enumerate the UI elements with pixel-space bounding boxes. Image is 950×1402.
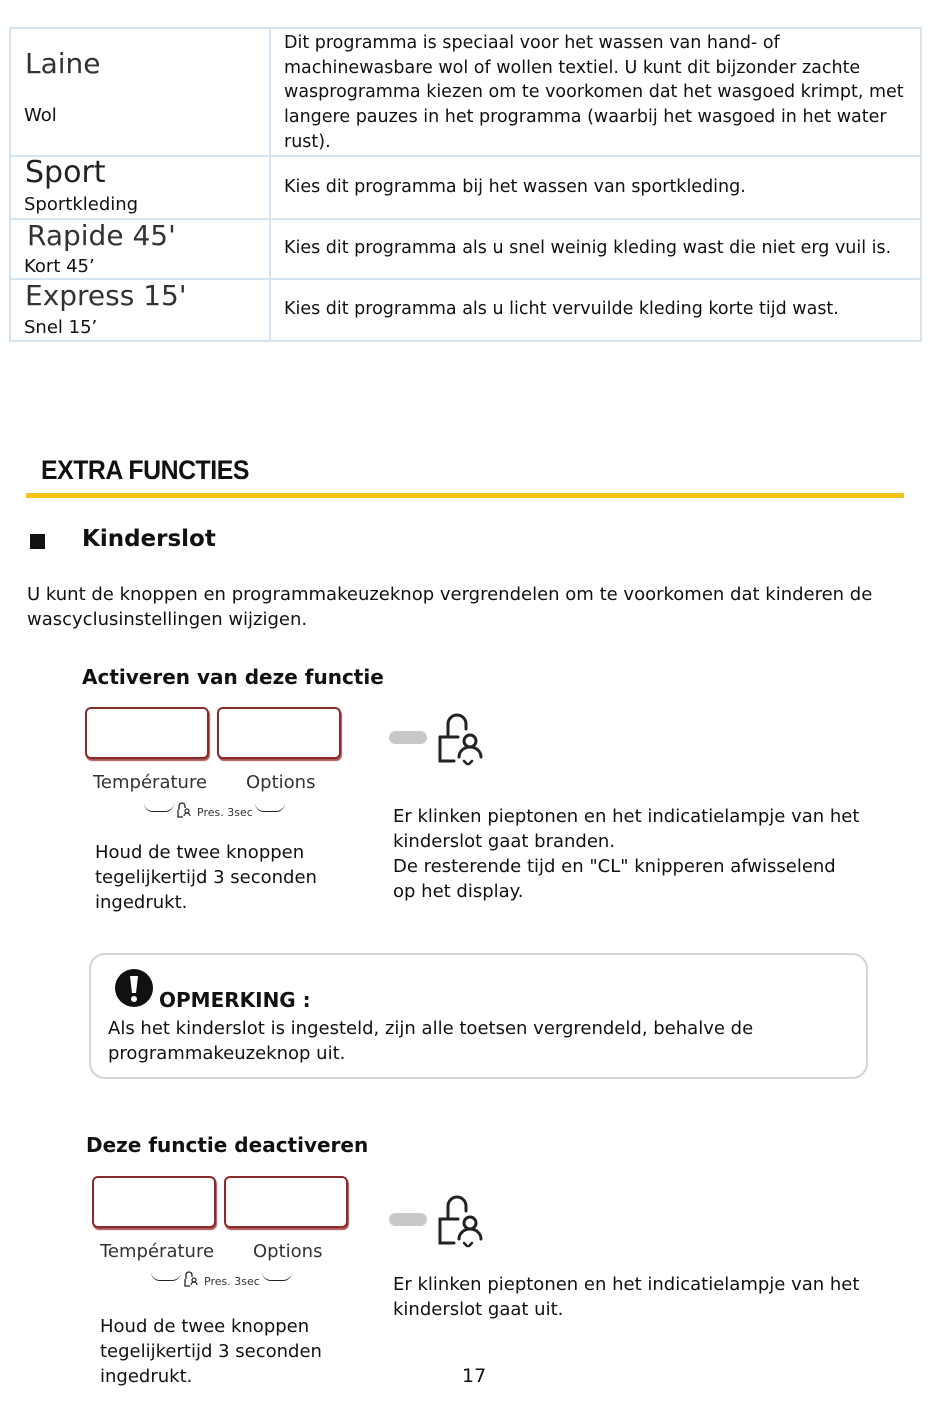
program-description: Kies dit programma bij het wassen van sportkleding. <box>270 156 921 219</box>
indicator-pill-icon <box>389 1213 427 1226</box>
program-description: Kies dit programma als u snel weinig kleding wast die niet erg vuil is. <box>270 219 921 279</box>
temperature-label: Température <box>100 1241 215 1262</box>
programs-table <box>9 27 922 342</box>
note-text: Als het kinderslot is ingesteld, zijn alle toetsen vergrendeld, behalve de programmakeuzeknop uit. <box>108 1018 754 1064</box>
program-name: Laine <box>25 47 101 80</box>
deactivate-instruction: Houd de twee knoppen tegelijkertijd 3 seconden ingedrukt. <box>100 1316 322 1387</box>
program-subtitle: Kort 45’ <box>24 255 95 277</box>
program-name: Rapide 45' <box>27 218 176 252</box>
brace-right <box>255 803 285 812</box>
options-label: Options <box>246 772 316 793</box>
press-duration-label: Pres. 3sec <box>197 806 253 819</box>
activate-instruction: Houd de twee knoppen tegelijkertijd 3 seconden ingedrukt. <box>95 842 317 913</box>
options-button-illustration <box>224 1176 348 1228</box>
deactivate-result: Er klinken pieptonen en het indicatielampje van het kinderslot gaat uit. <box>393 1274 860 1320</box>
program-name-cell <box>10 28 270 156</box>
program-description: Kies dit programma als u licht vervuilde kleding korte tijd wast. <box>270 279 921 341</box>
press-duration-label: Pres. 3sec <box>204 1275 260 1288</box>
program-description: Dit programma is speciaal voor het wassen van hand- of machinewasbare wol of wollen textiel. U kunt dit bijzonder zachte wasprogramma kiezen om te voorkomen dat het wasgoed krimpt, met langere pauzes in het programma (waarbij het wasgoed in het water rust). <box>270 28 921 156</box>
program-subtitle: Snel 15’ <box>24 316 98 338</box>
brace-left <box>151 1272 181 1281</box>
temperature-button-illustration <box>92 1176 216 1228</box>
program-name: Express 15' <box>25 278 187 312</box>
child-lock-icon <box>436 1193 488 1249</box>
table-row <box>10 279 921 341</box>
table-row <box>10 28 921 156</box>
bullet-square-icon <box>30 534 45 549</box>
page-number: 17 <box>462 1365 487 1387</box>
child-lock-icon <box>436 711 488 767</box>
activate-title: Activeren van deze functie <box>82 665 384 689</box>
child-lock-icon <box>175 801 193 819</box>
section-title: EXTRA FUNCTIES <box>41 455 249 485</box>
child-lock-icon <box>182 1270 200 1288</box>
program-subtitle: Sportkleding <box>24 193 139 215</box>
deactivate-title: Deze functie deactiveren <box>86 1133 369 1157</box>
activate-result: Er klinken pieptonen en het indicatielampje van het kinderslot gaat branden. De resterende tijd en "CL" knipperen afwisselend op het display. <box>393 806 860 902</box>
options-label: Options <box>253 1241 323 1262</box>
note-title: OPMERKING : <box>159 988 311 1012</box>
temperature-label: Température <box>93 772 208 793</box>
program-name: Sport <box>25 154 106 190</box>
indicator-pill-icon <box>389 731 427 744</box>
brace-left <box>144 803 174 812</box>
subsection-title: Kinderslot <box>82 526 216 552</box>
options-button-illustration <box>217 707 341 759</box>
program-name-cell <box>10 279 270 341</box>
exclamation-icon <box>114 968 154 1008</box>
temperature-button-illustration <box>85 707 209 759</box>
brace-right <box>262 1272 292 1281</box>
program-subtitle: Wol <box>24 105 57 126</box>
program-name-cell <box>10 219 270 279</box>
section-divider <box>26 493 904 498</box>
table-row <box>10 156 921 219</box>
program-name-cell <box>10 156 270 219</box>
table-row <box>10 219 921 279</box>
intro-paragraph: U kunt de knoppen en programmakeuzeknop vergrendelen om te voorkomen dat kinderen de wascyclusinstellingen wijzigen. <box>27 584 873 630</box>
